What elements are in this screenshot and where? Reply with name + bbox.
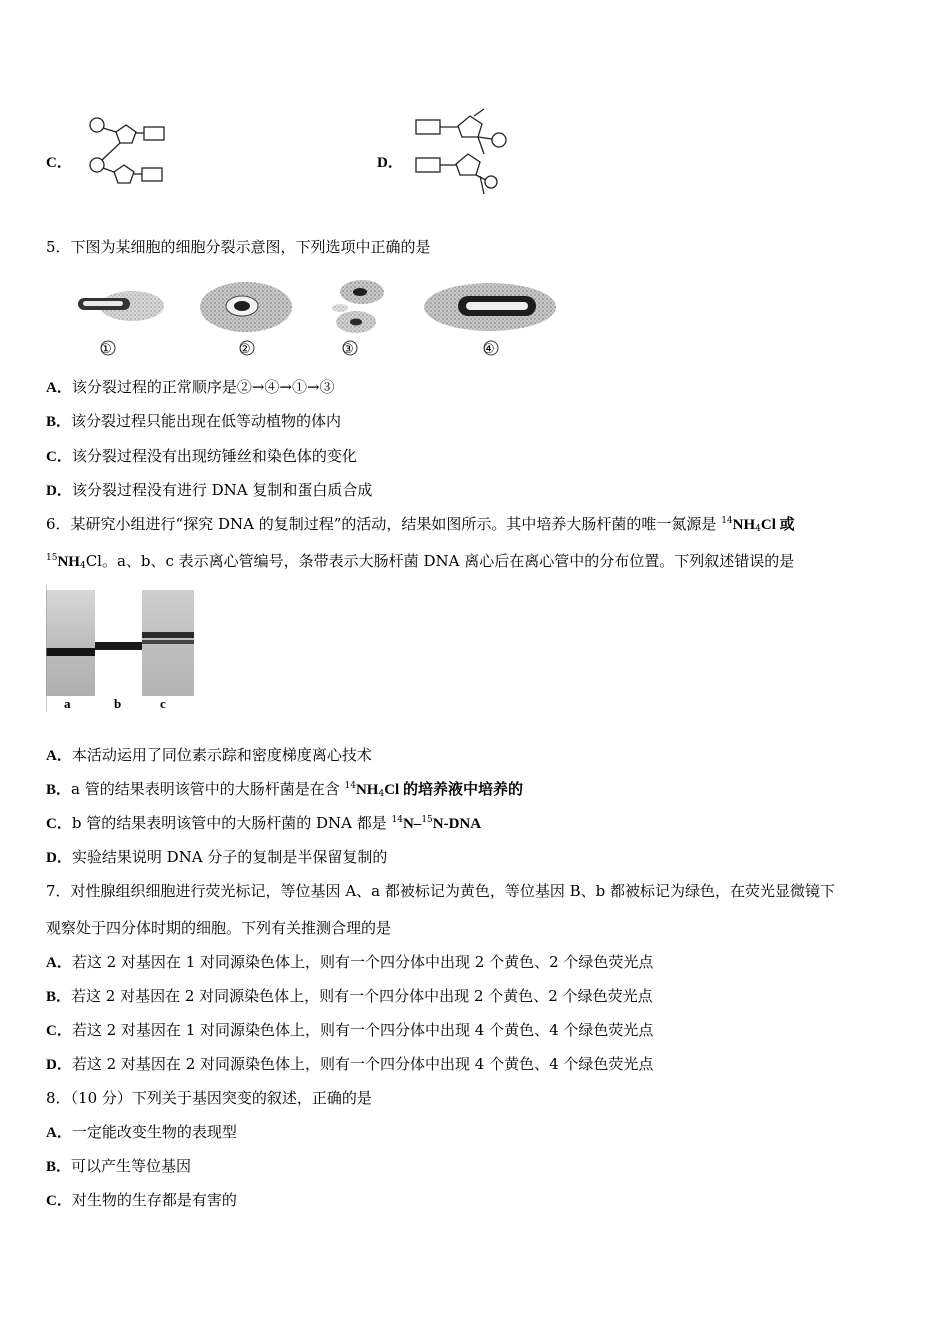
cell-2: [200, 282, 292, 332]
q8-option-b: B．可以产生等位基因: [46, 1157, 192, 1175]
q7-option-c: C．若这 2 对基因在 1 对同源染色体上，则有一个四分体中出现 4 个黄色、4 个绿色荧光点: [46, 1021, 654, 1039]
q7-option-d: D．若这 2 对基因在 2 对同源染色体上，则有一个四分体中出现 4 个黄色、4 个绿色荧光点: [46, 1055, 654, 1073]
q8-option-c: C．对生物的生存都是有害的: [46, 1191, 237, 1209]
centrifuge-tubes-figure: [46, 584, 202, 714]
fig-label-4: ④: [483, 341, 495, 356]
tube-a: [46, 590, 95, 696]
question-8-stem: 8．（10 分）下列关于基因突变的叙述，正确的是: [46, 1089, 372, 1107]
question-7-stem-line-1: 7．对性腺组织细胞进行荧光标记，等位基因 A、a 都被标记为黄色，等位基因 B、b 都被标记为绿色，在荧光显微镜下: [46, 882, 836, 900]
q6-option-b: B．a 管的结果表明该管中的大肠杆菌是在含 $^{14}NH_4Cl$ 的培养液中培养的: [46, 780, 523, 799]
tube-label-b: b: [114, 696, 122, 711]
fig-label-3: ③: [342, 341, 354, 356]
question-6-stem-line-2: $^{15}NH_4Cl$。a、b、c 表示离心管编号，条带表示大肠杆菌 DNA 离心后在离心管中的分布位置。下列叙述错误的是: [46, 552, 795, 571]
q6-option-a: A．本活动运用了同位素示踪和密度梯度离心技术: [46, 746, 372, 764]
tube-label-a: a: [64, 696, 71, 711]
question-6-stem-line-1: 6．某研究小组进行“探究 DNA 的复制过程”的活动，结果如图所示。其中培养大肠杆菌的唯一氮源是 $^{14}NH_4Cl$ 或: [46, 515, 795, 534]
q8-option-a: A．一定能改变生物的表现型: [46, 1123, 237, 1141]
cell-1: [78, 291, 164, 321]
q6-option-d: D．实验结果说明 DNA 分子的复制是半保留复制的: [46, 848, 388, 866]
nucleotide-diagram-d: [412, 106, 508, 198]
q5-option-d: D．该分裂过程没有进行 DNA 复制和蛋白质合成: [46, 481, 373, 499]
tube-b-band: [95, 642, 142, 650]
option-c-label: C．: [46, 155, 72, 171]
nucleotide-diagram-c: [84, 112, 170, 196]
q5-option-b: B．该分裂过程只能出现在低等动植物的体内: [46, 412, 342, 430]
tube-c-band-upper: [142, 632, 194, 638]
cell-3: [332, 280, 384, 333]
cell-division-figure: [70, 278, 570, 362]
question-7-stem-line-2: 观察处于四分体时期的细胞。下列有关推测合理的是: [46, 919, 392, 937]
fig-label-1: ①: [100, 341, 112, 356]
cell-4: [424, 283, 556, 331]
q7-option-a: A．若这 2 对基因在 1 对同源染色体上，则有一个四分体中出现 2 个黄色、2 个绿色荧光点: [46, 953, 654, 971]
tube-label-c: c: [160, 696, 166, 711]
option-d-label: D．: [377, 155, 403, 171]
question-5-stem: 5．下图为某细胞的细胞分裂示意图，下列选项中正确的是: [46, 238, 431, 256]
q5-option-a: A．该分裂过程的正常顺序是②→④→①→③: [46, 378, 335, 396]
fig-label-2: ②: [239, 341, 251, 356]
tube-a-band: [46, 648, 95, 656]
q5-option-c: C．该分裂过程没有出现纺锤丝和染色体的变化: [46, 447, 357, 465]
q6-option-c: C．b 管的结果表明该管中的大肠杆菌的 DNA 都是 $^{14}$N–$^{15}$N-DNA: [46, 814, 482, 832]
q7-option-b: B．若这 2 对基因在 2 对同源染色体上，则有一个四分体中出现 2 个黄色、2 个绿色荧光点: [46, 987, 653, 1005]
